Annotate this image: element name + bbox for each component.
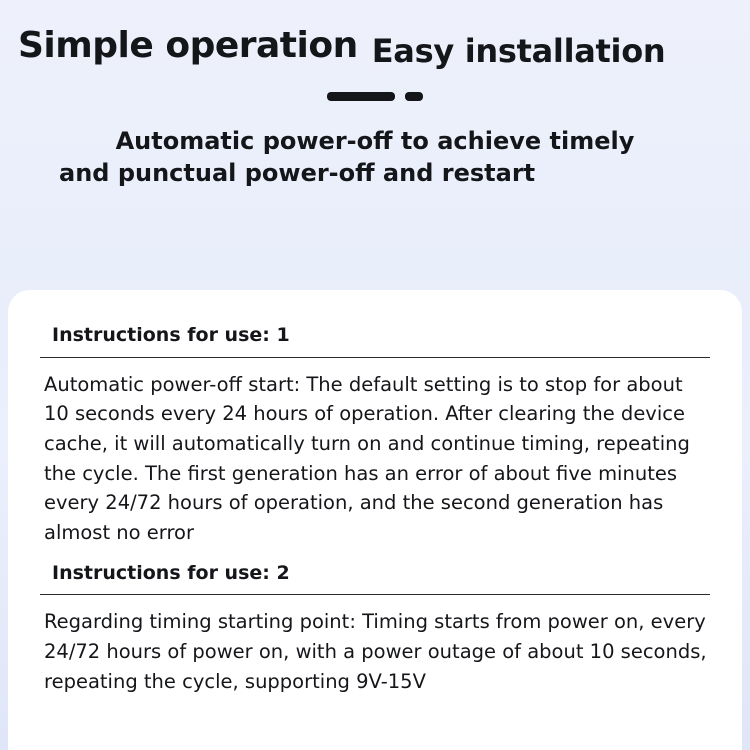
headline-row bbox=[0, 25, 750, 70]
dash-long-icon bbox=[327, 92, 395, 101]
instruction-section-2 bbox=[40, 548, 710, 697]
subheadline bbox=[0, 125, 750, 190]
dash-short-icon bbox=[405, 92, 423, 101]
divider-line-1 bbox=[40, 357, 710, 358]
instruction-section-1 bbox=[40, 324, 710, 548]
instruction-body-2: Regarding timing starting point: Timing starts from power on, every 24/72 hours of power on, with a power outage of about 10 seconds, repeating the cycle, supporting 9V-15V bbox=[44, 610, 707, 693]
instructions-card bbox=[8, 290, 742, 750]
instruction-body-1: Automatic power-off start: The default setting is to stop for about 10 seconds every 24 hours of operation. After clearing the device cache, it will automatically turn on and continue timing, repeating the cycle. The first generation has an error of about five minutes every 24/72 hours of operation, and the second generation has almost no error bbox=[44, 372, 690, 544]
subheadline-line-1: Automatic power-off to achieve timely bbox=[115, 126, 635, 155]
decorative-divider bbox=[0, 92, 750, 101]
instruction-title-2: Instructions for use: 2 bbox=[52, 561, 290, 584]
instruction-title-1: Instructions for use: 1 bbox=[52, 324, 290, 346]
headline-simple-operation: Simple operation bbox=[18, 25, 358, 66]
hero-section bbox=[0, 0, 750, 270]
headline-easy-installation: Easy installation bbox=[371, 32, 666, 70]
divider-line-2 bbox=[40, 594, 710, 595]
subheadline-line-2: and punctual power-off and restart bbox=[59, 158, 536, 187]
